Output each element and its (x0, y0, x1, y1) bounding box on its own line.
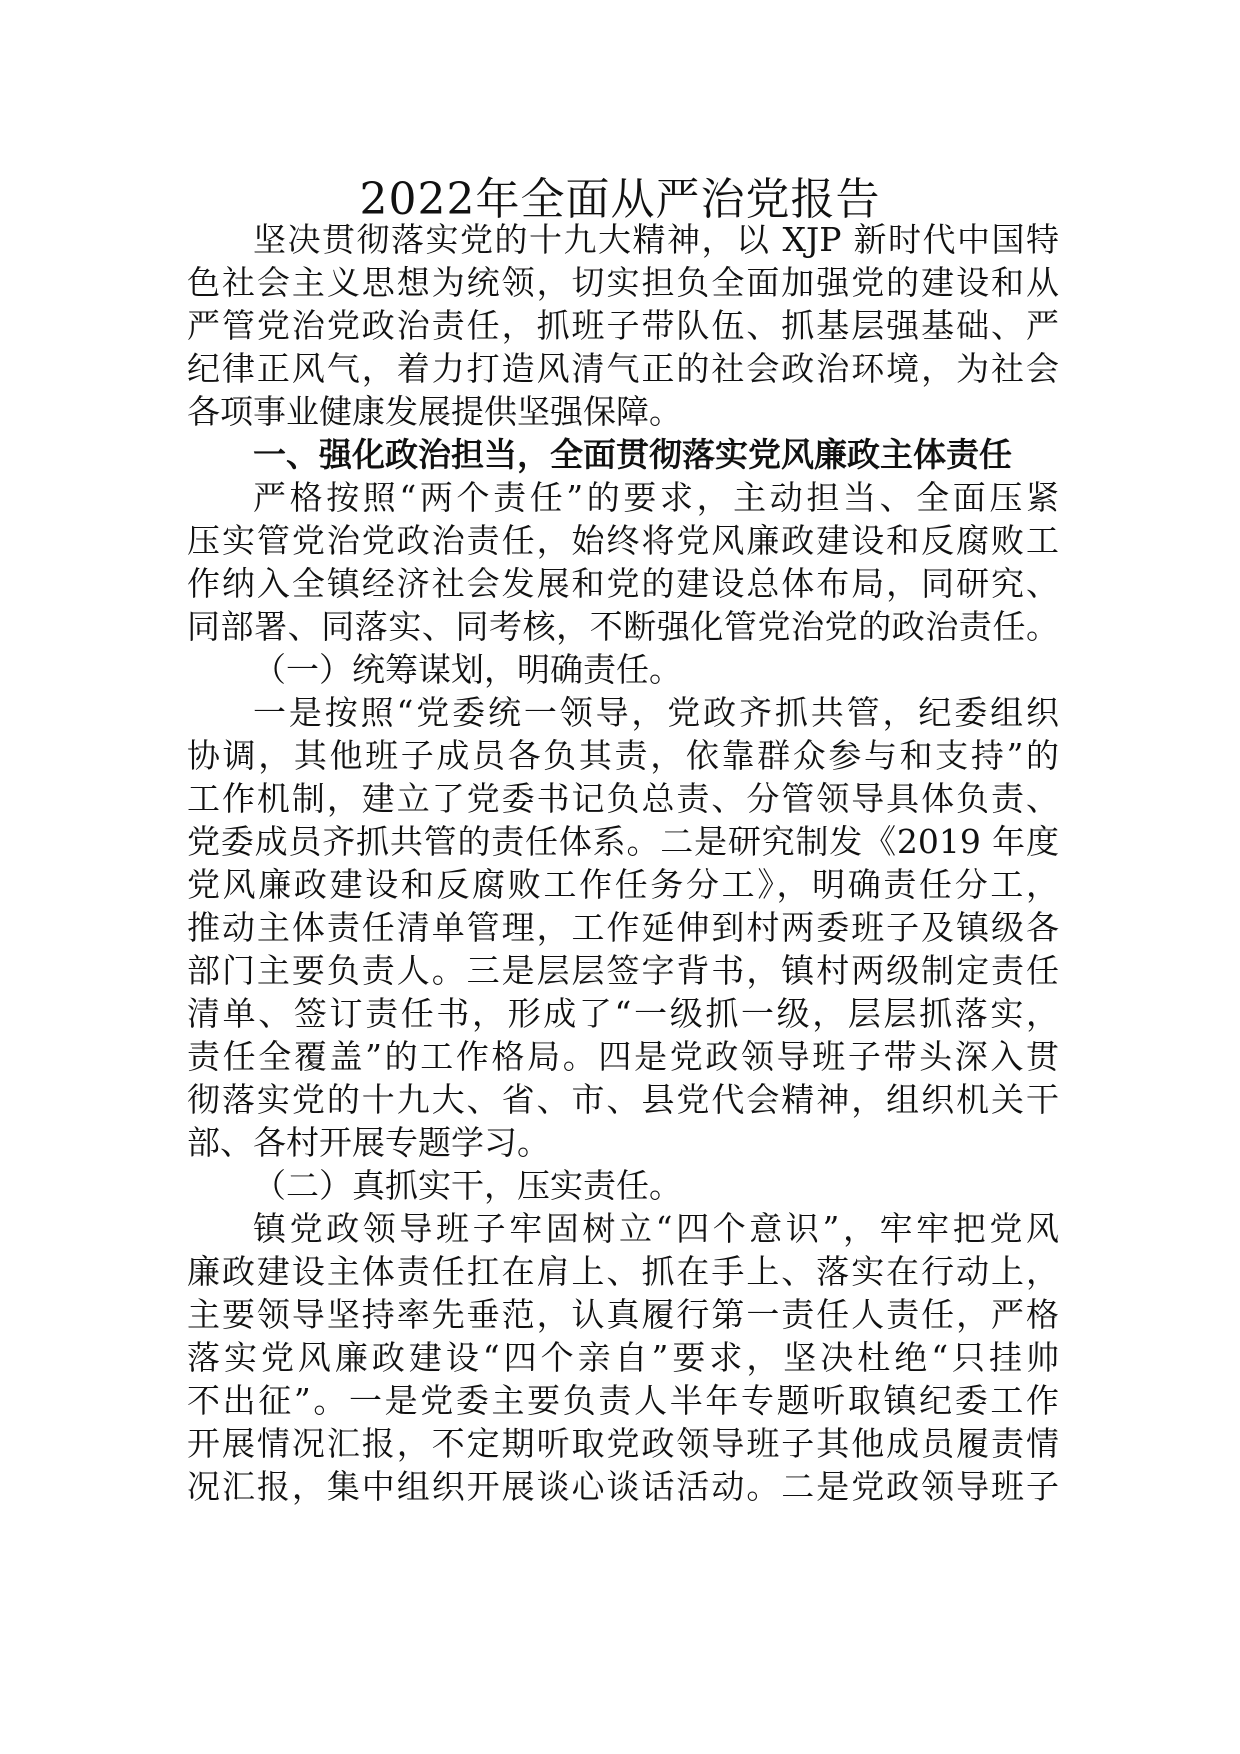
paragraph-line: 色社会主义思想为统领，切实担负全面加强党的建设和从 (187, 263, 1059, 302)
paragraph-line: 落实党风廉政建设“四个亲自”要求，坚决杜绝“只挂帅 (187, 1338, 1059, 1377)
paragraph-line: 协调，其他班子成员各负其责，依靠群众参与和支持”的 (187, 736, 1059, 775)
paragraph-line: 况汇报，集中组织开展谈心谈话活动。二是党政领导班子 (187, 1467, 1059, 1506)
paragraph-line: 严格按照“两个责任”的要求，主动担当、全面压紧 (253, 478, 1059, 517)
paragraph-line: 责任全覆盖”的工作格局。四是党政领导班子带头深入贯 (187, 1037, 1059, 1076)
paragraph-line: 部、各村开展专题学习。 (187, 1123, 550, 1162)
paragraph-line: 部门主要负责人。三是层层签字背书，镇村两级制定责任 (187, 951, 1059, 990)
subsection-heading: （二）真抓实干，压实责任。 (253, 1166, 682, 1205)
paragraph-line: 开展情况汇报，不定期听取党政领导班子其他成员履责情 (187, 1424, 1059, 1463)
paragraph-line: 坚决贯彻落实党的十九大精神，以 XJP 新时代中国特 (253, 220, 1059, 259)
paragraph-line: 廉政建设主体责任扛在肩上、抓在手上、落实在行动上， (187, 1252, 1059, 1291)
paragraph-line: 严管党治党政治责任，抓班子带队伍、抓基层强基础、严 (187, 306, 1059, 345)
paragraph-line: 工作机制，建立了党委书记负总责、分管领导具体负责、 (187, 779, 1059, 818)
paragraph-line: 彻落实党的十九大、省、市、县党代会精神，组织机关干 (187, 1080, 1059, 1119)
paragraph-line: 清单、签订责任书，形成了“一级抓一级，层层抓落实， (187, 994, 1059, 1033)
paragraph-line: 不出征”。一是党委主要负责人半年专题听取镇纪委工作 (187, 1381, 1059, 1420)
paragraph-line: 党风廉政建设和反腐败工作任务分工》，明确责任分工， (187, 865, 1059, 904)
paragraph-line: 同部署、同落实、同考核，不断强化管党治党的政治责任。 (187, 607, 1059, 646)
paragraph-line: 主要领导坚持率先垂范，认真履行第一责任人责任，严格 (187, 1295, 1059, 1334)
paragraph-line: 压实管党治党政治责任，始终将党风廉政建设和反腐败工 (187, 521, 1059, 560)
paragraph-line: 各项事业健康发展提供坚强保障。 (187, 392, 682, 431)
paragraph-line: 作纳入全镇经济社会发展和党的建设总体布局，同研究、 (187, 564, 1059, 603)
subsection-heading: （一）统筹谋划，明确责任。 (253, 650, 682, 689)
paragraph-line: 党委成员齐抓共管的责任体系。二是研究制发《2019 年度 (187, 822, 1059, 861)
section-heading: 一、强化政治担当，全面贯彻落实党风廉政主体责任 (253, 435, 1012, 474)
document-title: 2022年全面从严治党报告 (359, 174, 881, 225)
paragraph-line: 镇党政领导班子牢固树立“四个意识”，牢牢把党风 (253, 1209, 1059, 1248)
paragraph-line: 推动主体责任清单管理，工作延伸到村两委班子及镇级各 (187, 908, 1059, 947)
paragraph-line: 一是按照“党委统一领导，党政齐抓共管，纪委组织 (253, 693, 1059, 732)
paragraph-line: 纪律正风气，着力打造风清气正的社会政治环境，为社会 (187, 349, 1059, 388)
